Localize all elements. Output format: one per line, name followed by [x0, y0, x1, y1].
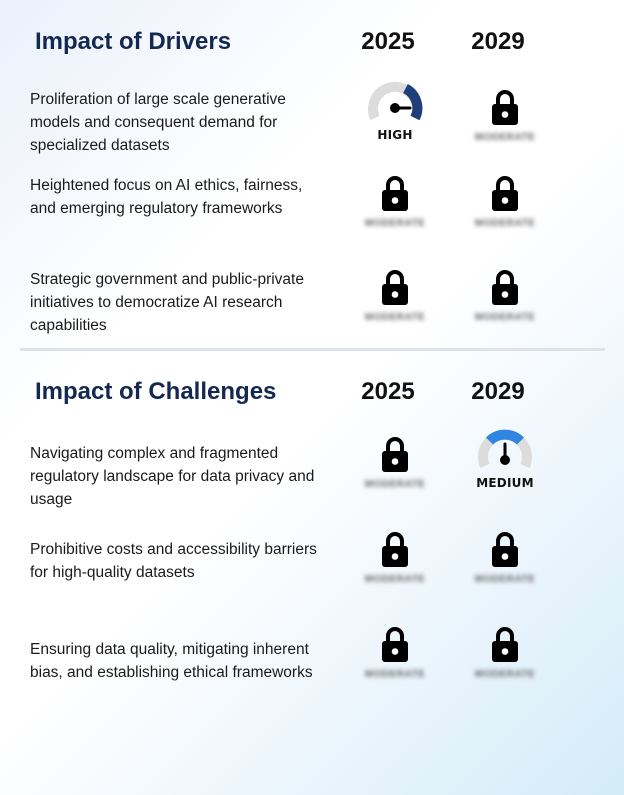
- gauge-icon: [365, 78, 425, 130]
- lock-icon: [490, 88, 520, 128]
- locked-cell[interactable]: [465, 174, 545, 244]
- locked-label: MODERATE: [364, 218, 426, 229]
- challenge-text: Prohibitive costs and accessibility barriers for high-quality datasets: [30, 541, 317, 581]
- locked-label: MODERATE: [474, 669, 536, 680]
- locked-cell[interactable]: [355, 530, 435, 600]
- locked-cell[interactable]: [355, 268, 435, 338]
- impact-gauge-medium: [465, 426, 545, 496]
- locked-label: MODERATE: [474, 218, 536, 229]
- gauge-label: MEDIUM: [476, 476, 534, 490]
- drivers-section: [0, 0, 624, 345]
- locked-label: MODERATE: [474, 574, 536, 585]
- impact-gauge-high: [355, 78, 435, 148]
- lock-icon: [380, 625, 410, 665]
- locked-cell[interactable]: [355, 174, 435, 244]
- lock-icon: [380, 530, 410, 570]
- locked-cell[interactable]: [465, 625, 545, 695]
- section-divider: [20, 348, 605, 351]
- lock-icon: [490, 625, 520, 665]
- section-title: Impact of Drivers: [35, 28, 232, 55]
- locked-label: MODERATE: [364, 479, 426, 490]
- locked-cell[interactable]: [465, 530, 545, 600]
- year-header-2029: 2029: [471, 378, 525, 405]
- locked-cell[interactable]: [355, 435, 435, 505]
- challenges-section: [0, 352, 624, 795]
- locked-label: MODERATE: [474, 132, 536, 143]
- lock-icon: [490, 174, 520, 214]
- lock-icon: [380, 174, 410, 214]
- locked-label: MODERATE: [364, 574, 426, 585]
- locked-label: MODERATE: [364, 669, 426, 680]
- locked-cell[interactable]: [465, 88, 545, 158]
- gauge-icon: [475, 426, 535, 478]
- driver-text: Heightened focus on AI ethics, fairness, and emerging regulatory frameworks: [30, 177, 303, 217]
- year-header-2025: 2025: [361, 28, 415, 55]
- driver-text: Strategic government and public-private initiatives to democratize AI research capabilities: [30, 271, 304, 334]
- lock-icon: [380, 435, 410, 475]
- driver-text: Proliferation of large scale generative models and consequent demand for specialized datasets: [30, 91, 286, 154]
- locked-cell[interactable]: [355, 625, 435, 695]
- lock-icon: [380, 268, 410, 308]
- locked-cell[interactable]: [465, 268, 545, 338]
- gauge-label: HIGH: [377, 128, 413, 142]
- section-title: Impact of Challenges: [35, 378, 277, 405]
- challenge-text: Ensuring data quality, mitigating inherent bias, and establishing ethical frameworks: [30, 641, 313, 681]
- lock-icon: [490, 530, 520, 570]
- locked-label: MODERATE: [364, 312, 426, 323]
- year-header-2029: 2029: [471, 28, 525, 55]
- lock-icon: [490, 268, 520, 308]
- year-header-2025: 2025: [361, 378, 415, 405]
- locked-label: MODERATE: [474, 312, 536, 323]
- challenge-text: Navigating complex and fragmented regulatory landscape for data privacy and usage: [30, 445, 315, 508]
